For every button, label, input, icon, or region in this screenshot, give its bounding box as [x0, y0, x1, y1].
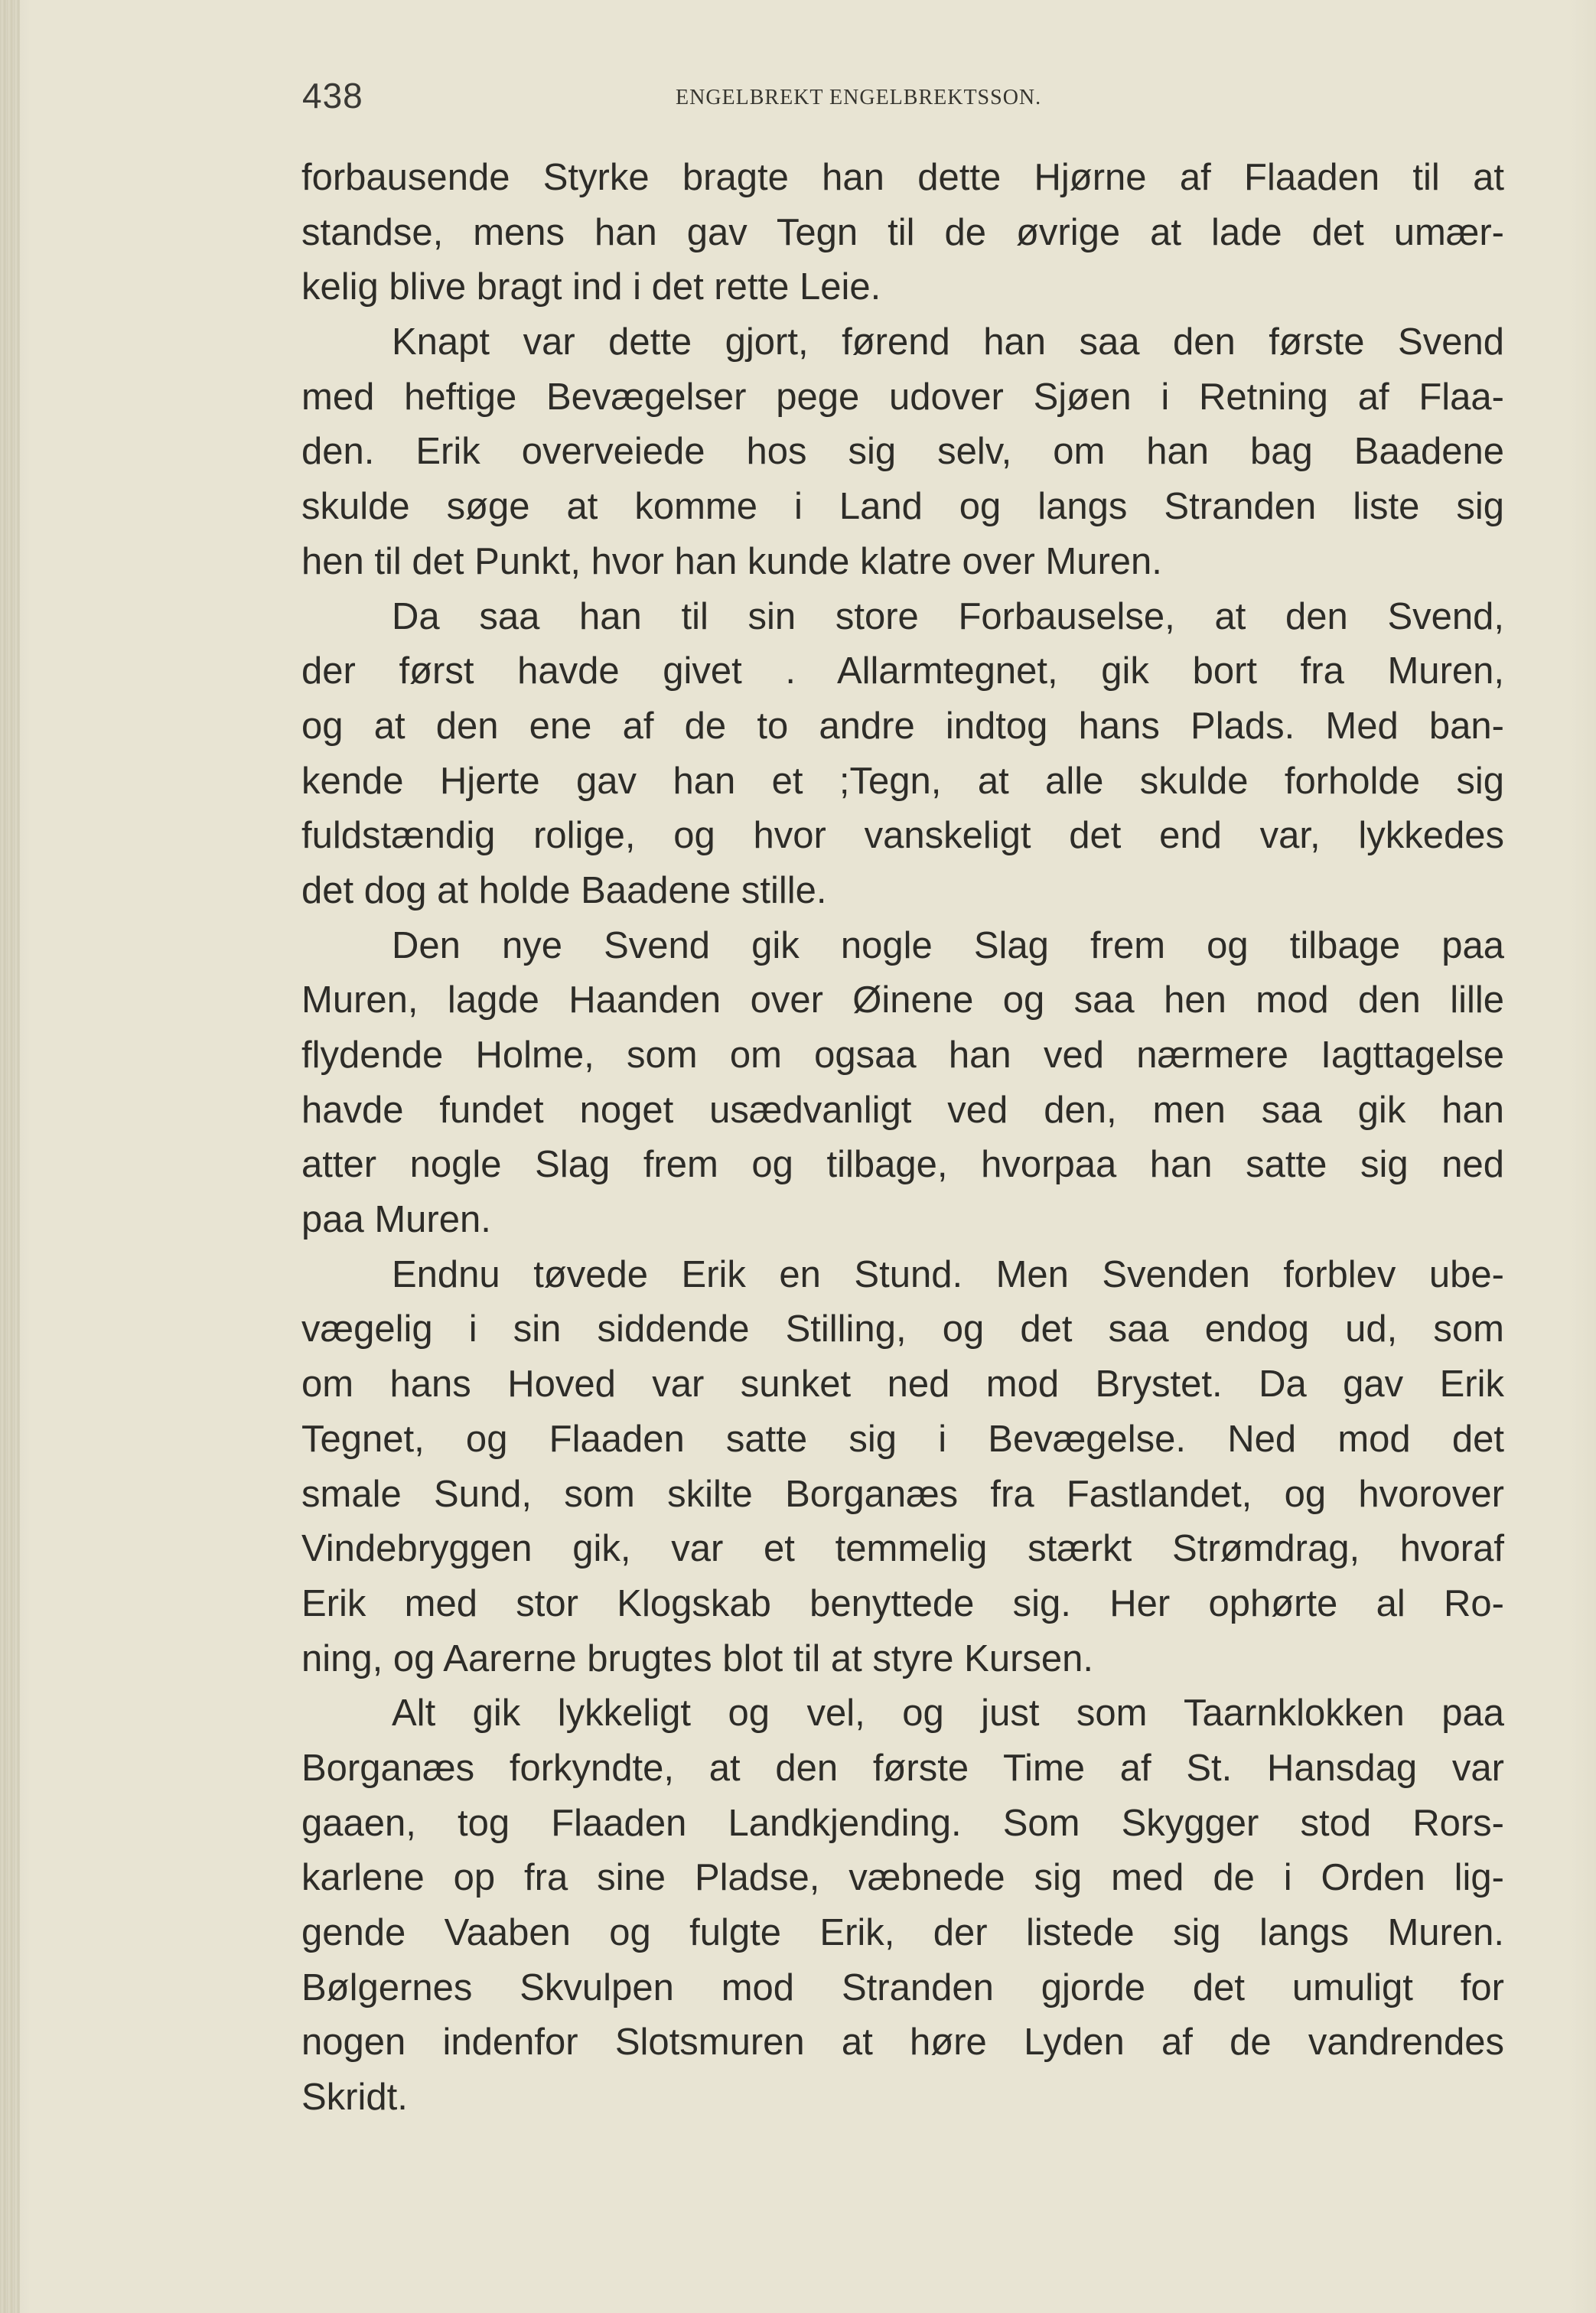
text-line: paa Muren.: [301, 1199, 491, 1241]
text-line: kelig blive bragt ind i det rette Leie.: [301, 266, 881, 308]
text-line: Endnu tøvede Erik en Stund. Men Svenden forblev ube-: [392, 1253, 1504, 1295]
text-line: Muren, lagde Haanden over Øinene og saa hen mod den lille: [301, 979, 1504, 1021]
text-line: fuldstændig rolige, og hvor vanskeligt det end var, lykkedes: [301, 815, 1504, 857]
text-line: hen til det Punkt, hvor han kunde klatre over Muren.: [301, 540, 1162, 582]
text-line: Tegnet, og Flaaden satte sig i Bevægelse. Ned mod det: [301, 1418, 1504, 1460]
text-line: Knapt var dette gjort, førend han saa den første Svend: [392, 321, 1504, 363]
text-line: Den nye Svend gik nogle Slag frem og tilbage paa: [392, 924, 1504, 966]
text-line: det dog at holde Baadene stille.: [301, 869, 827, 911]
page-header: [302, 75, 1503, 121]
text-line: nogen indenfor Slotsmuren at høre Lyden af de vandrendes: [301, 2021, 1504, 2064]
text-line: Da saa han til sin store Forbauselse, at den Svend,: [392, 595, 1504, 637]
text-line: Erik med stor Klogskab benyttede sig. Her ophørte al Ro-: [301, 1582, 1504, 1624]
page-number: 438: [302, 76, 363, 116]
text-line: den. Erik overveiede hos sig selv, om han bag Baadene: [301, 431, 1504, 473]
text-line: ning, og Aarerne brugtes blot til at styre Kursen.: [301, 1637, 1094, 1679]
text-line: gende Vaaben og fulgte Erik, der listede sig langs Muren.: [301, 1912, 1504, 1953]
text-line: Skridt.: [301, 2077, 408, 2119]
page-binding-edge: [0, 0, 20, 2313]
text-line: gaaen, tog Flaaden Landkjending. Som Skygger stod Rors-: [301, 1802, 1504, 1844]
text-line: atter nogle Slag frem og tilbage, hvorpaa han satte sig ned: [301, 1144, 1504, 1186]
text-line: kende Hjerte gav han et ;Tegn, at alle skulde forholde sig: [301, 760, 1504, 802]
text-line: flydende Holme, som om ogsaa han ved nærmere Iagttagelse: [301, 1034, 1504, 1076]
text-line: Bølgernes Skvulpen mod Stranden gjorde det umuligt for: [301, 1966, 1504, 2008]
text-line: Vindebryggen gik, var et temmelig stærkt Strømdrag, hvoraf: [301, 1528, 1504, 1570]
text-line: Alt gik lykkeligt og vel, og just som Taarnklokken paa: [392, 1692, 1504, 1735]
body-text: [301, 151, 1504, 2126]
text-line: forbausende Styrke bragte han dette Hjørne af Flaaden til at: [301, 157, 1504, 198]
text-line: standse, mens han gav Tegn til de øvrige at lade det umær-: [301, 211, 1504, 253]
text-line: der først havde givet . Allarmtegnet, gik bort fra Muren,: [301, 650, 1504, 692]
running-title: ENGELBREKT ENGELBREKTSSON.: [676, 86, 1042, 109]
text-line: skulde søge at komme i Land og langs Stranden liste sig: [301, 486, 1504, 528]
text-line: vægelig i sin siddende Stilling, og det saa endog ud, som: [301, 1308, 1504, 1350]
text-line: og at den ene af de to andre indtog hans Plads. Med ban-: [301, 705, 1504, 747]
text-line: Borganæs forkyndte, at den første Time af St. Hansdag var: [301, 1747, 1504, 1789]
text-line: karlene op fra sine Pladse, væbnede sig med de i Orden lig-: [301, 1857, 1504, 1899]
text-line: smale Sund, som skilte Borganæs fra Fastlandet, og hvorover: [301, 1473, 1504, 1515]
text-line: om hans Hoved var sunket ned mod Brystet. Da gav Erik: [301, 1363, 1504, 1406]
text-line: med heftige Bevægelser pege udover Sjøen i Retning af Flaa-: [301, 376, 1504, 418]
text-line: havde fundet noget usædvanligt ved den, men saa gik han: [301, 1089, 1504, 1131]
